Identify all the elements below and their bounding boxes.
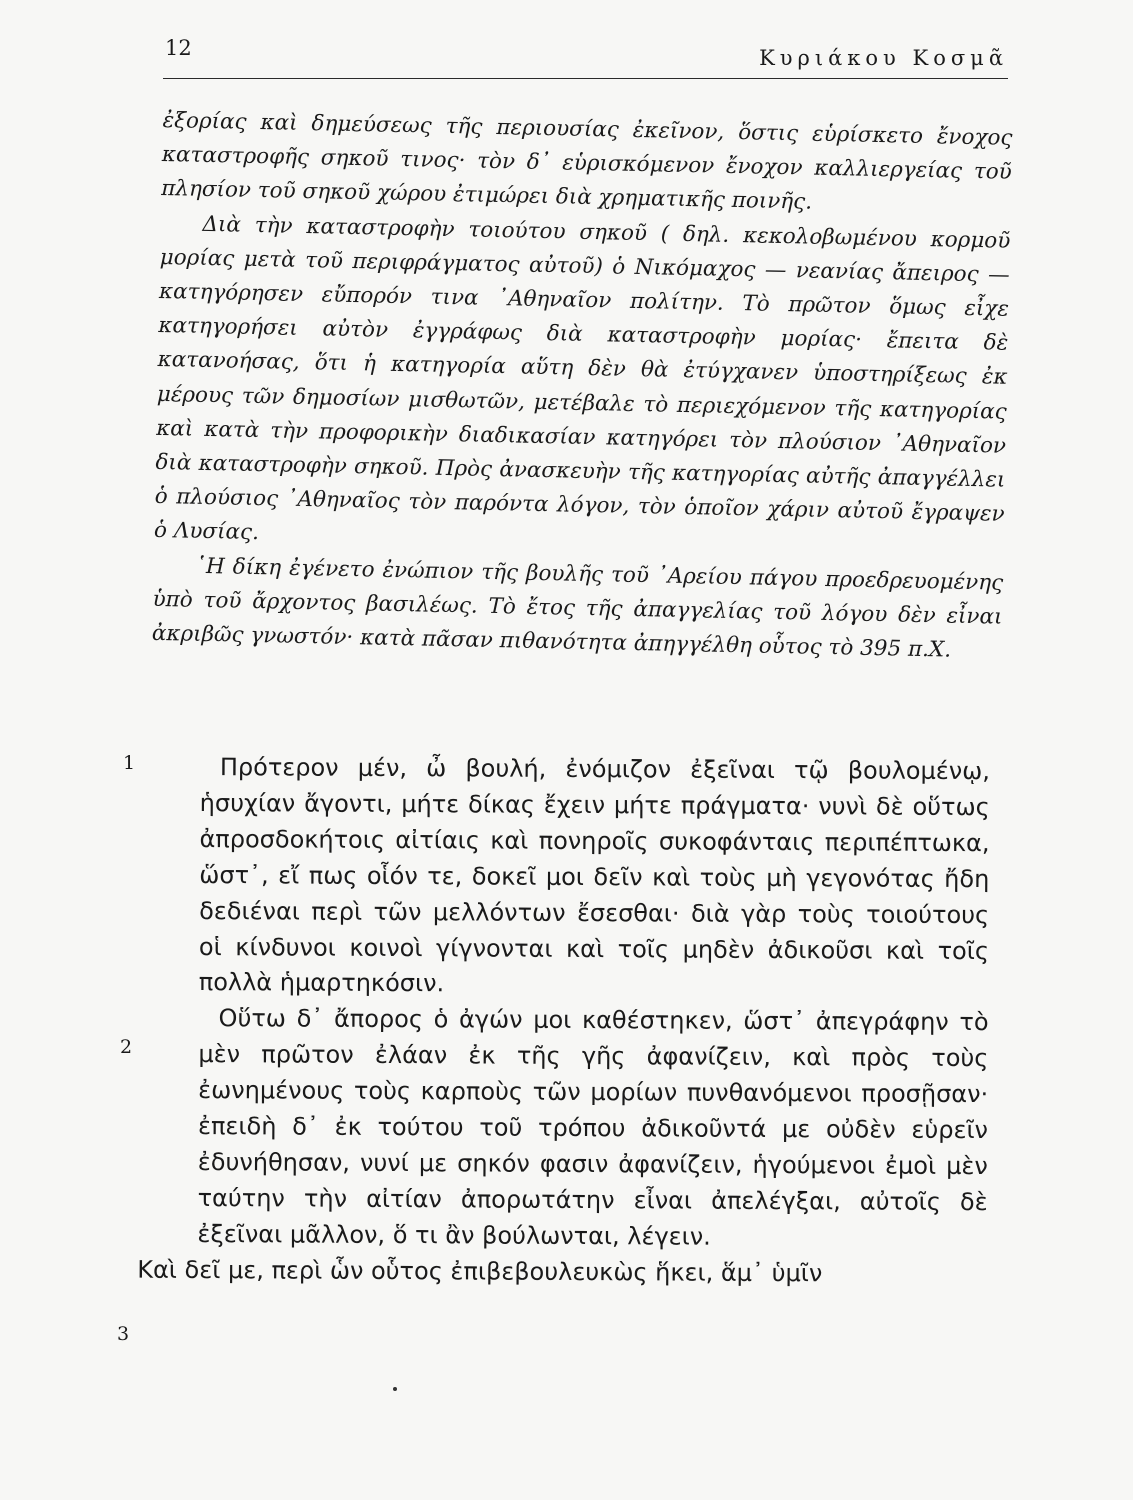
- speech-section: Πρότερον μέν, ὦ βουλή, ἐνόμιζον ἐξεῖναι τῷ βουλομένῳ, ἡσυχίαν ἄγοντι, μήτε δίκας ἔχειν μήτε πράγματα· νυνὶ δὲ οὕτως ἀπροσδοκήτοις αἰτίαις καὶ πονηροῖς συκοφάνταις περιπέπτωκα, ὥστ᾽, εἴ πως οἷόν τε, δοκεῖ μοι δεῖν καὶ τοὺς μὴ γεγονότας ἤδη δεδιέναι περὶ τῶν μελλόντων ἔσεσθαι· διὰ γὰρ τοὺς τοιούτους οἱ κίνδυνοι κοινοὶ γίγνονται καὶ τοῖς μηδὲν ἀδικοῦσι καὶ τοῖς πολλὰ ἡμαρτηκόσιν.: [198, 753, 990, 998]
- section-number: 3: [117, 1323, 130, 1345]
- intro-paragraph: ῾Η δίκη ἐγένετο ἐνώπιον τῆς βουλῆς τοῦ ᾽Αρείου πάγου προεδρευομένης ὑπὸ τοῦ ἄρχοντος βασιλέως. Τὸ ἔτος τῆς ἀπαγγελίας τοῦ λόγου δὲν εἶναι ἀκριβῶς γνωστόν· κατὰ πᾶσαν πιθανότητα ἀπηγγέλθη οὗτος τὸ 395 π.Χ.: [151, 553, 1004, 663]
- speech-text: [137, 750, 990, 1293]
- running-title: Κυριάκου Κοσμᾶ: [759, 46, 1008, 70]
- speech-section: Καὶ δεῖ με, περὶ ὧν οὗτος ἐπιβεβουλευκὼς ἥκει, ἅμ᾽ ὑμῖν: [137, 1255, 823, 1287]
- print-dot-mark: [393, 1387, 397, 1391]
- running-header: [163, 32, 1008, 79]
- page-number: 12: [165, 36, 192, 60]
- introduction-text: [152, 104, 1013, 669]
- intro-paragraph: ἐξορίας καὶ δημεύσεως τῆς περιουσίας ἐκεῖνον, ὅστις εὑρίσκετο ἔνοχος καταστροφῆς σηκοῦ τινος· τὸν δ᾽ εὑρισκόμενον ἔνοχον καλλιεργείας τοῦ πλησίον τοῦ σηκοῦ χώρου ἐτιμώρει διὰ χρηματικῆς ποινῆς.: [160, 107, 1013, 216]
- intro-paragraph: Διὰ τὴν καταστροφὴν τοιούτου σηκοῦ ( δηλ. κεκολοβωμένου κορμοῦ μορίας μετὰ τοῦ περιφράγματος αὐτοῦ) ὁ Νικόμαχος — νεανίας ἄπειρος — κατηγόρησεν εὔπορόν τινα ᾽Αθηναῖον πολίτην. Τὸ πρῶτον ὅμως εἶχε κατηγορήσει αὐτὸν ἐγγράφως διὰ καταστροφὴν μορίας· ἔπειτα δὲ κατανοήσας, ὅτι ἡ κατηγορία αὕτη δὲν θὰ ἐτύγχανεν ὑποστηρίξεως ἐκ μέρους τῶν δημοσίων μισθωτῶν, μετέβαλε τὸ περιεχόμενον τῆς κατηγορίας καὶ κατὰ τὴν προφορικὴν διαδικασίαν κατηγόρει τὸν πλούσιον ᾽Αθηναῖον διὰ καταστροφὴν σηκοῦ. Πρὸς ἀνασκευὴν τῆς κατηγορίας αὐτῆς ἀπαγγέλλει ὁ πλούσιος ᾽Αθηναῖος τὸν παρόντα λόγον, τὸν ὁποῖον χάριν αὐτοῦ ἔγραψεν ὁ Λυσίας.: [153, 211, 1011, 546]
- section-number: 1: [123, 752, 136, 774]
- section-number: 2: [120, 1036, 133, 1058]
- speech-section: Οὕτω δ᾽ ἄπορος ὁ ἀγών μοι καθέστηκεν, ὥστ᾽ ἀπεγράφην τὸ μὲν πρῶτον ἐλάαν ἐκ τῆς γῆς ἀφανίζειν, καὶ πρὸς τοὺς ἐωνημένους τοὺς καρποὺς τῶν μορίων πυνθανόμενοι προσῇσαν· ἐπειδὴ δ᾽ ἐκ τούτου τοῦ τρόπου ἀδικοῦντά με οὐδὲν εὑρεῖν ἐδυνήθησαν, νυνί με σηκόν φασιν ἀφανίζειν, ἡγούμενοι ἐμοὶ μὲν ταύτην τὴν αἰτίαν ἀπορωτάτην εἶναι ἀπελέγξαι, αὐτοῖς δὲ ἐξεῖναι μᾶλλον, ὅ τι ἂν βούλωνται, λέγειν.: [197, 1004, 989, 1251]
